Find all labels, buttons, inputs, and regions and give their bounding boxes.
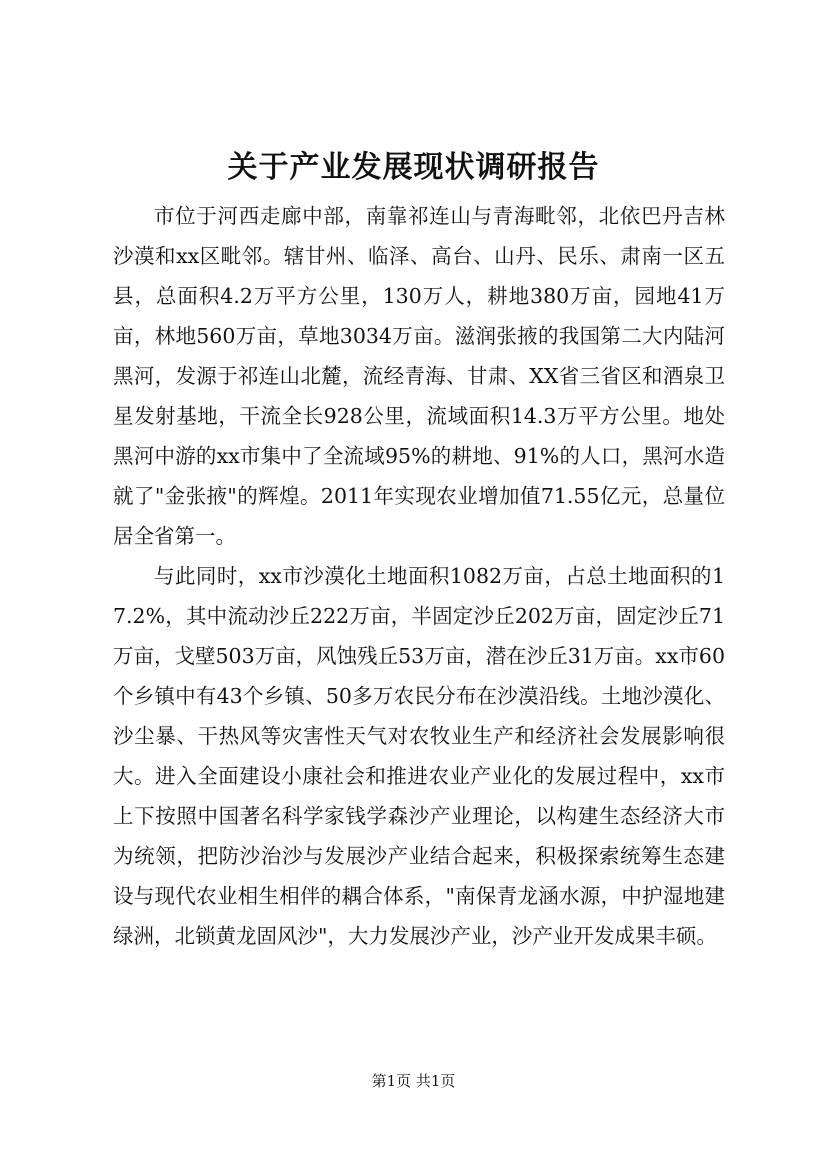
document-body xyxy=(113,196,725,956)
paragraph-2: 与此同时，xx市沙漠化土地面积1082万亩，占总土地面积的17.2%，其中流动沙丘222万亩，半固定沙丘202万亩，固定沙丘71万亩，戈壁503万亩，风蚀残丘53万亩，潜在沙丘31万亩。xx市60个乡镇中有43个乡镇、50多万农民分布在沙漠沿线。土地沙漠化、沙尘暴、干热风等灾害性天气对农牧业生产和经济社会发展影响很大。进入全面建设小康社会和推进农业产业化的发展过程中，xx市上下按照中国著名科学家钱学森沙产业理论，以构建生态经济大市为统领，把防沙治沙与发展沙产业结合起来，积极探索统筹生态建设与现代农业相生相伴的耦合体系，"南保青龙涵水源，中护湿地建绿洲，北锁黄龙固风沙"，大力发展沙产业，沙产业开发成果丰硕。 xyxy=(113,564,726,948)
page-footer: 第1页 共1页 xyxy=(371,1072,456,1090)
paragraph-1: 市位于河西走廊中部，南靠祁连山与青海毗邻，北依巴丹吉林沙漠和xx区毗邻。辖甘州、临泽、高台、山丹、民乐、肃南一区五县，总面积4.2万平方公里，130万人，耕地380万亩，园地41万亩，林地560万亩，草地3034万亩。滋润张掖的我国第二大内陆河黑河，发源于祁连山北麓，流经青海、甘肃、XX省三省区和酒泉卫星发射基地，干流全长928公里，流域面积14.3万平方公里。地处黑河中游的xx市集中了全流域95%的耕地、91%的人口，黑河水造就了"金张掖"的辉煌。2011年实现农业增加值71.55亿元，总量位居全省第一。 xyxy=(113,204,725,548)
document-title: 关于产业发展现状调研报告 xyxy=(227,150,600,185)
